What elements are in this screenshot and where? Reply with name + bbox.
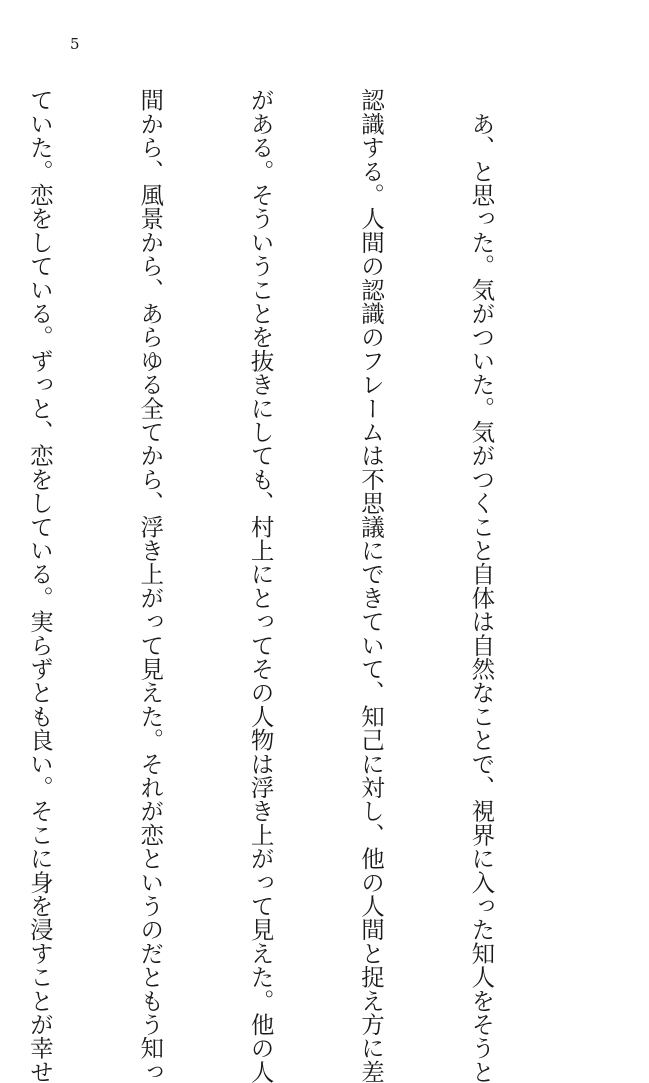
text-line: 間から、風景から、あらゆる全てから、浮き上がって見えた。それが恋というのだともう知っ xyxy=(136,88,165,1083)
body-text xyxy=(0,88,573,1083)
text-line: がある。そういうことを抜きにしても、村上にとってその人物は浮き上がって見えた。他の人 xyxy=(246,88,275,1083)
page-number: 5 xyxy=(70,35,80,53)
text-line: 認識する。人間の認識のフレームは不思議にできていて、知己に対し、他の人間と捉え方に差 xyxy=(357,88,386,1083)
text-line: あ、と思った。気がついた。気がつくこと自体は自然なことで、視界に入った知人をそうと xyxy=(467,88,496,1083)
text-line: ていた。恋をしている。ずっと、恋をしている。実らずとも良い。そこに身を浸すことが幸せ xyxy=(25,88,54,1083)
